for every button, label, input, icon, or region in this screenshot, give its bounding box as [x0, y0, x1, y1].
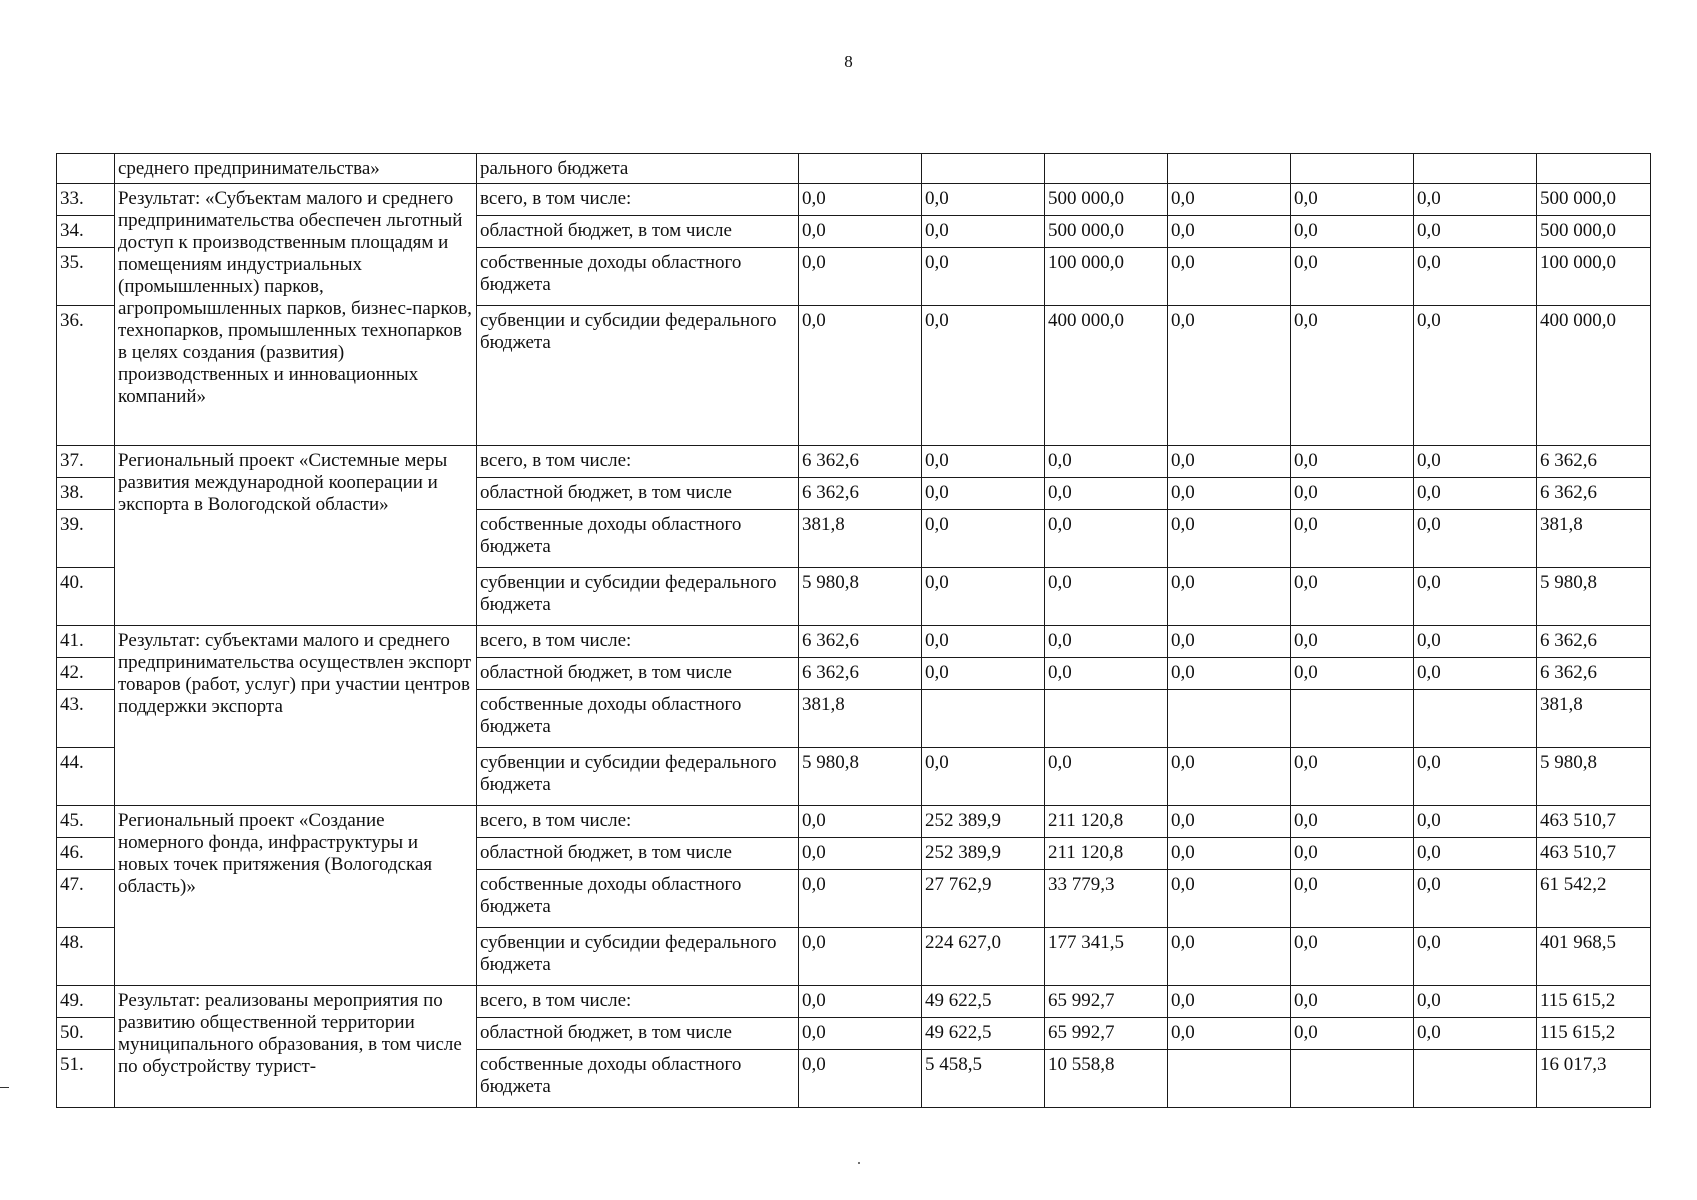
amount-cell: 6 362,6 [1537, 446, 1651, 478]
amount-cell [799, 154, 922, 184]
amount-cell: 381,8 [1537, 690, 1651, 748]
margin-mark [0, 1087, 9, 1088]
amount-cell: 33 779,3 [1045, 870, 1168, 928]
amount-cell: 0,0 [1168, 510, 1291, 568]
budget-table [56, 153, 1651, 1108]
amount-cell [922, 154, 1045, 184]
amount-cell: 0,0 [1414, 478, 1537, 510]
funding-source: всего, в том числе: [477, 184, 799, 216]
row-number: 50. [57, 1018, 115, 1050]
amount-cell: 0,0 [1414, 806, 1537, 838]
amount-cell: 0,0 [922, 568, 1045, 626]
amount-cell: 0,0 [1291, 928, 1414, 986]
amount-cell: 0,0 [1291, 870, 1414, 928]
table-row [57, 986, 1651, 1018]
amount-cell: 6 362,6 [1537, 626, 1651, 658]
amount-cell: 252 389,9 [922, 806, 1045, 838]
amount-cell: 0,0 [799, 928, 922, 986]
amount-cell: 0,0 [1045, 568, 1168, 626]
amount-cell: 381,8 [799, 510, 922, 568]
amount-cell: 0,0 [1414, 928, 1537, 986]
amount-cell: 0,0 [1168, 248, 1291, 306]
amount-cell: 5 458,5 [922, 1050, 1045, 1108]
amount-cell: 211 120,8 [1045, 806, 1168, 838]
amount-cell: 0,0 [1168, 306, 1291, 446]
funding-source: всего, в том числе: [477, 626, 799, 658]
item-description: Результат: реализованы мероприятия по развитию общественной территории муниципального образования, в том числе по обустройству турист- [115, 986, 477, 1108]
amount-cell: 100 000,0 [1537, 248, 1651, 306]
amount-cell: 0,0 [799, 806, 922, 838]
amount-cell: 0,0 [1414, 248, 1537, 306]
amount-cell: 0,0 [1291, 306, 1414, 446]
amount-cell: 463 510,7 [1537, 838, 1651, 870]
amount-cell: 500 000,0 [1045, 184, 1168, 216]
amount-cell [1291, 1050, 1414, 1108]
funding-source: субвенции и субсидии федерального бюджета [477, 568, 799, 626]
amount-cell: 0,0 [1168, 838, 1291, 870]
amount-cell: 0,0 [1168, 568, 1291, 626]
amount-cell: 0,0 [922, 248, 1045, 306]
funding-source: собственные доходы областного бюджета [477, 690, 799, 748]
funding-source: субвенции и субсидии федерального бюджета [477, 306, 799, 446]
funding-source: собственные доходы областного бюджета [477, 870, 799, 928]
amount-cell: 0,0 [1168, 216, 1291, 248]
amount-cell: 0,0 [1291, 1018, 1414, 1050]
amount-cell: 0,0 [1414, 748, 1537, 806]
amount-cell: 0,0 [922, 748, 1045, 806]
amount-cell: 381,8 [799, 690, 922, 748]
row-number: 47. [57, 870, 115, 928]
amount-cell: 65 992,7 [1045, 1018, 1168, 1050]
row-number: 46. [57, 838, 115, 870]
funding-source: областной бюджет, в том числе [477, 478, 799, 510]
amount-cell: 0,0 [1291, 510, 1414, 568]
amount-cell: 224 627,0 [922, 928, 1045, 986]
amount-cell: 6 362,6 [1537, 658, 1651, 690]
amount-cell: 0,0 [1045, 446, 1168, 478]
amount-cell: 0,0 [1291, 838, 1414, 870]
row-number: 37. [57, 446, 115, 478]
page-number: 8 [844, 52, 853, 71]
amount-cell: 0,0 [1168, 928, 1291, 986]
amount-cell: 0,0 [1291, 478, 1414, 510]
item-description: среднего предпринимательства» [115, 154, 477, 184]
amount-cell: 0,0 [922, 658, 1045, 690]
amount-cell: 211 120,8 [1045, 838, 1168, 870]
amount-cell: 500 000,0 [1537, 216, 1651, 248]
amount-cell: 16 017,3 [1537, 1050, 1651, 1108]
funding-source: собственные доходы областного бюджета [477, 248, 799, 306]
row-number: 48. [57, 928, 115, 986]
amount-cell: 0,0 [1045, 748, 1168, 806]
amount-cell: 401 968,5 [1537, 928, 1651, 986]
amount-cell: 0,0 [1168, 478, 1291, 510]
funding-source: областной бюджет, в том числе [477, 658, 799, 690]
amount-cell: 100 000,0 [1045, 248, 1168, 306]
funding-source: рального бюджета [477, 154, 799, 184]
amount-cell: 0,0 [1168, 658, 1291, 690]
amount-cell: 0,0 [1291, 216, 1414, 248]
amount-cell [1414, 154, 1537, 184]
row-number: 44. [57, 748, 115, 806]
amount-cell: 0,0 [922, 478, 1045, 510]
row-number: 39. [57, 510, 115, 568]
amount-cell: 0,0 [799, 1018, 922, 1050]
row-number [57, 154, 115, 184]
amount-cell: 0,0 [1045, 510, 1168, 568]
row-number: 45. [57, 806, 115, 838]
amount-cell: 0,0 [1414, 216, 1537, 248]
funding-source: всего, в том числе: [477, 446, 799, 478]
funding-source: областной бюджет, в том числе [477, 838, 799, 870]
amount-cell: 0,0 [1168, 626, 1291, 658]
funding-source: областной бюджет, в том числе [477, 216, 799, 248]
amount-cell: 49 622,5 [922, 1018, 1045, 1050]
amount-cell [1414, 690, 1537, 748]
amount-cell: 400 000,0 [1537, 306, 1651, 446]
amount-cell: 0,0 [799, 184, 922, 216]
row-number: 51. [57, 1050, 115, 1108]
table-row [57, 446, 1651, 478]
amount-cell: 0,0 [1414, 870, 1537, 928]
row-number: 35. [57, 248, 115, 306]
amount-cell: 0,0 [1414, 1018, 1537, 1050]
row-number: 43. [57, 690, 115, 748]
row-number: 38. [57, 478, 115, 510]
amount-cell: 6 362,6 [799, 478, 922, 510]
amount-cell [1291, 690, 1414, 748]
table-body [57, 154, 1651, 1108]
amount-cell: 0,0 [1291, 658, 1414, 690]
amount-cell: 0,0 [922, 216, 1045, 248]
amount-cell: 0,0 [799, 838, 922, 870]
amount-cell: 0,0 [1291, 626, 1414, 658]
amount-cell: 500 000,0 [1537, 184, 1651, 216]
amount-cell: 5 980,8 [1537, 748, 1651, 806]
amount-cell: 0,0 [1291, 446, 1414, 478]
amount-cell: 49 622,5 [922, 986, 1045, 1018]
amount-cell: 0,0 [799, 248, 922, 306]
row-number: 40. [57, 568, 115, 626]
funding-source: собственные доходы областного бюджета [477, 510, 799, 568]
amount-cell: 0,0 [1414, 510, 1537, 568]
amount-cell: 115 615,2 [1537, 986, 1651, 1018]
amount-cell: 5 980,8 [1537, 568, 1651, 626]
amount-cell [1414, 1050, 1537, 1108]
item-description: Региональный проект «Системные меры развития международной кооперации и экспорта в Вологодской области» [115, 446, 477, 626]
amount-cell: 0,0 [1291, 568, 1414, 626]
amount-cell: 0,0 [799, 986, 922, 1018]
amount-cell: 0,0 [1168, 184, 1291, 216]
amount-cell: 65 992,7 [1045, 986, 1168, 1018]
funding-source: субвенции и субсидии федерального бюджета [477, 928, 799, 986]
amount-cell [922, 690, 1045, 748]
row-number: 33. [57, 184, 115, 216]
amount-cell: 10 558,8 [1045, 1050, 1168, 1108]
amount-cell: 6 362,6 [799, 446, 922, 478]
amount-cell: 0,0 [799, 306, 922, 446]
amount-cell [1045, 690, 1168, 748]
amount-cell: 5 980,8 [799, 568, 922, 626]
amount-cell: 0,0 [1168, 870, 1291, 928]
amount-cell: 0,0 [1168, 806, 1291, 838]
table-row [57, 184, 1651, 216]
amount-cell: 6 362,6 [799, 658, 922, 690]
item-description: Результат: субъектами малого и среднего предпринимательства осуществлен экспорт товаров (работ, услуг) при участии центров поддержки экспорта [115, 626, 477, 806]
funding-source: всего, в том числе: [477, 986, 799, 1018]
amount-cell: 252 389,9 [922, 838, 1045, 870]
table-row [57, 154, 1651, 184]
amount-cell [1045, 154, 1168, 184]
amount-cell: 0,0 [1045, 478, 1168, 510]
amount-cell: 27 762,9 [922, 870, 1045, 928]
item-description: Результат: «Субъектам малого и среднего предпринимательства обеспечен льготный доступ к производственным площадям и помещениям индустриальных (промышленных) парков, агропромышленных парков, бизнес-парков, технопарков, промышленных технопарков в целях создания (развития) производственных и инновационных компаний» [115, 184, 477, 446]
amount-cell: 400 000,0 [1045, 306, 1168, 446]
amount-cell: 0,0 [1168, 1018, 1291, 1050]
amount-cell: 0,0 [922, 510, 1045, 568]
amount-cell: 0,0 [1414, 568, 1537, 626]
funding-source: субвенции и субсидии федерального бюджета [477, 748, 799, 806]
amount-cell: 0,0 [922, 626, 1045, 658]
row-number: 42. [57, 658, 115, 690]
amount-cell: 0,0 [1291, 748, 1414, 806]
funding-source: собственные доходы областного бюджета [477, 1050, 799, 1108]
amount-cell: 0,0 [922, 306, 1045, 446]
amount-cell: 0,0 [1291, 184, 1414, 216]
amount-cell [1168, 1050, 1291, 1108]
amount-cell: 177 341,5 [1045, 928, 1168, 986]
item-description: Региональный проект «Создание номерного фонда, инфраструктуры и новых точек притяжения (Вологодская область)» [115, 806, 477, 986]
row-number: 49. [57, 986, 115, 1018]
amount-cell [1291, 154, 1414, 184]
amount-cell: 0,0 [1414, 658, 1537, 690]
amount-cell: 0,0 [799, 870, 922, 928]
row-number: 34. [57, 216, 115, 248]
amount-cell: 0,0 [1168, 446, 1291, 478]
amount-cell: 0,0 [1414, 306, 1537, 446]
amount-cell: 463 510,7 [1537, 806, 1651, 838]
amount-cell: 6 362,6 [799, 626, 922, 658]
amount-cell: 0,0 [1291, 806, 1414, 838]
amount-cell: 0,0 [922, 184, 1045, 216]
amount-cell: 0,0 [1291, 986, 1414, 1018]
row-number: 36. [57, 306, 115, 446]
funding-source: областной бюджет, в том числе [477, 1018, 799, 1050]
amount-cell: 0,0 [1168, 748, 1291, 806]
amount-cell: 0,0 [1291, 248, 1414, 306]
amount-cell: 6 362,6 [1537, 478, 1651, 510]
amount-cell: 0,0 [1045, 626, 1168, 658]
amount-cell: 0,0 [1414, 986, 1537, 1018]
amount-cell: 0,0 [1414, 184, 1537, 216]
amount-cell: 0,0 [1414, 626, 1537, 658]
funding-source: всего, в том числе: [477, 806, 799, 838]
amount-cell: 0,0 [799, 1050, 922, 1108]
amount-cell: 0,0 [1045, 658, 1168, 690]
amount-cell: 0,0 [1414, 838, 1537, 870]
amount-cell [1168, 154, 1291, 184]
amount-cell: 0,0 [1168, 986, 1291, 1018]
table-row [57, 806, 1651, 838]
amount-cell [1537, 154, 1651, 184]
table-row [57, 626, 1651, 658]
amount-cell: 0,0 [799, 216, 922, 248]
scan-dot [858, 1162, 860, 1164]
amount-cell: 0,0 [1414, 446, 1537, 478]
amount-cell: 500 000,0 [1045, 216, 1168, 248]
amount-cell: 115 615,2 [1537, 1018, 1651, 1050]
amount-cell: 61 542,2 [1537, 870, 1651, 928]
amount-cell: 0,0 [922, 446, 1045, 478]
row-number: 41. [57, 626, 115, 658]
amount-cell: 381,8 [1537, 510, 1651, 568]
amount-cell [1168, 690, 1291, 748]
amount-cell: 5 980,8 [799, 748, 922, 806]
